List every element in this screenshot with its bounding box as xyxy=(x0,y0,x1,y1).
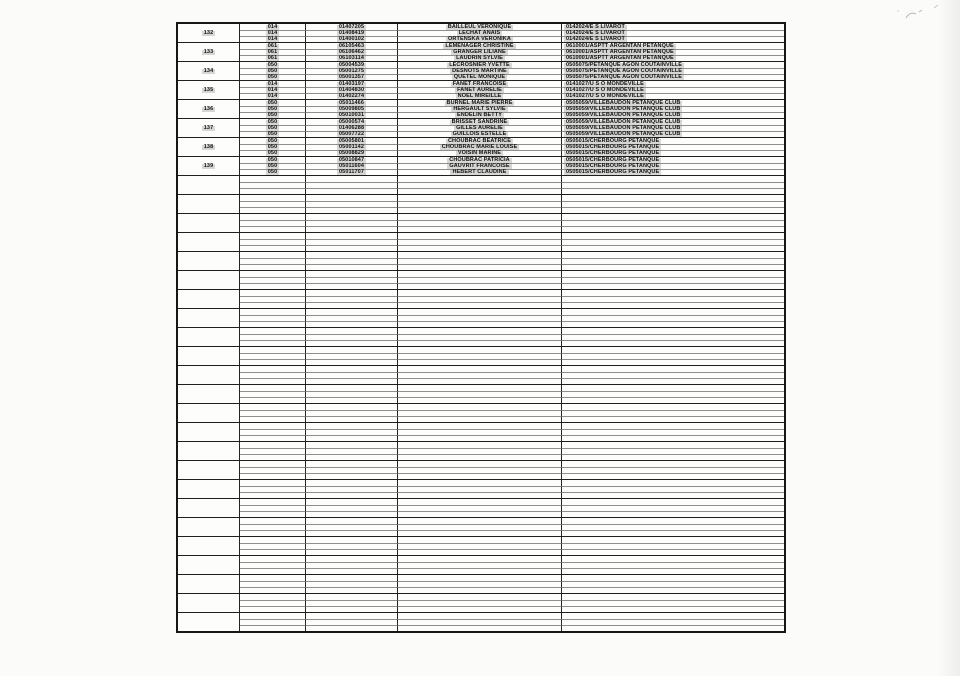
cell-name xyxy=(398,359,562,365)
cell-text: 01407205 xyxy=(338,23,365,30)
cell-license xyxy=(306,587,398,593)
cell-group-number xyxy=(178,385,240,403)
cell-club xyxy=(562,131,784,137)
cell-dept xyxy=(240,245,306,251)
cell-dept xyxy=(240,74,306,80)
cell-name xyxy=(398,131,562,137)
cell-license xyxy=(306,321,398,327)
cell-club xyxy=(562,435,784,441)
cell-name xyxy=(398,587,562,593)
cell-license xyxy=(306,549,398,555)
cell-text: 0505075/PETANQUE AGON COUTAINVILLE xyxy=(566,74,683,80)
cell-name xyxy=(398,492,562,498)
cell-group-number xyxy=(178,214,240,232)
cell-text: 05011466 xyxy=(339,99,364,106)
cell-group-number xyxy=(178,62,240,80)
cell-text: 0142024/E S LIVAROT xyxy=(566,30,625,36)
cell-text: 06105463 xyxy=(338,42,365,49)
cell-text: 050 xyxy=(267,150,278,156)
cell-group-number xyxy=(178,518,240,536)
cell-text: 0610001/ASPTT ARGENTAN PETANQUE xyxy=(566,55,674,61)
cell-group-number xyxy=(178,138,240,156)
cell-text: 014 xyxy=(267,93,278,99)
cell-text: 0505059/VILLEBAUDON PETANQUE CLUB xyxy=(566,131,681,137)
cell-name xyxy=(398,226,562,232)
cell-text: 05008829 xyxy=(338,150,365,156)
cell-club xyxy=(562,55,784,61)
cell-club xyxy=(562,568,784,574)
cell-group-number xyxy=(178,328,240,346)
cell-text: 01408419 xyxy=(338,30,365,36)
cell-group-number xyxy=(178,176,240,194)
cell-club xyxy=(562,150,784,156)
cell-name xyxy=(398,188,562,194)
cell-name xyxy=(398,302,562,308)
cell-license xyxy=(306,511,398,517)
table-group xyxy=(178,555,784,574)
cell-text: 0505059/VILLEBAUDON PETANQUE CLUB xyxy=(566,99,681,106)
cell-group-number xyxy=(178,423,240,441)
cell-license xyxy=(306,74,398,80)
cell-club xyxy=(562,226,784,232)
cell-license xyxy=(306,606,398,612)
cell-text: 050 xyxy=(267,61,278,68)
cell-group-number xyxy=(178,366,240,384)
cell-name xyxy=(398,530,562,536)
cell-text: 050 xyxy=(267,74,278,80)
cell-dept xyxy=(240,511,306,517)
cell-text: 0505015/CHERBOURG PETANQUE xyxy=(566,150,660,156)
cell-text: 05005801 xyxy=(338,137,365,144)
cell-text: 0141027/U S O MONDEVILLE xyxy=(566,93,644,99)
cell-dept xyxy=(240,169,306,175)
table-group xyxy=(178,175,784,194)
table-group xyxy=(178,61,784,80)
cell-text: 050 xyxy=(267,106,278,112)
cell-name xyxy=(398,625,562,631)
cell-name xyxy=(398,397,562,403)
cell-club xyxy=(562,416,784,422)
cell-text: 014 xyxy=(267,23,278,30)
cell-group-number xyxy=(178,461,240,479)
cell-club xyxy=(562,606,784,612)
cell-text: 01403197 xyxy=(338,80,365,87)
cell-text: HEBERT CLAUDINE xyxy=(452,169,507,175)
table-group xyxy=(178,289,784,308)
table-group xyxy=(178,536,784,555)
cell-text: 0505075/PETANQUE AGON COUTAINVILLE xyxy=(566,61,683,68)
cell-club xyxy=(562,530,784,536)
cell-group-number xyxy=(178,233,240,251)
cell-text: 061 xyxy=(267,55,278,61)
cell-license xyxy=(306,302,398,308)
cell-club xyxy=(562,359,784,365)
cell-text: 0505015/CHERBOURG PETANQUE xyxy=(566,163,660,169)
cell-license xyxy=(306,625,398,631)
cell-club xyxy=(562,549,784,555)
cell-license xyxy=(306,435,398,441)
cell-club xyxy=(562,511,784,517)
table-group xyxy=(178,574,784,593)
cell-dept xyxy=(240,207,306,213)
table-group xyxy=(178,232,784,251)
cell-club xyxy=(562,169,784,175)
cell-text: 05001357 xyxy=(338,74,365,80)
cell-dept xyxy=(240,302,306,308)
cell-text: 01406288 xyxy=(338,125,365,131)
cell-club xyxy=(562,625,784,631)
cell-club xyxy=(562,93,784,99)
cell-text: 0505059/VILLEBAUDON PETANQUE CLUB xyxy=(566,112,681,118)
cell-name xyxy=(398,473,562,479)
cell-text: NOEL MIREILLE xyxy=(457,93,502,99)
cell-text: GRANGER LILIANE xyxy=(453,49,506,55)
cell-group-number xyxy=(178,119,240,137)
cell-group-number xyxy=(178,594,240,612)
cell-club xyxy=(562,74,784,80)
cell-text: FANET AURELIE xyxy=(457,87,502,93)
cell-dept xyxy=(240,321,306,327)
cell-dept xyxy=(240,397,306,403)
cell-text: GAUVRIT FRANCOISE xyxy=(449,163,510,169)
scan-artifact xyxy=(886,2,946,26)
cell-club xyxy=(562,397,784,403)
cell-dept xyxy=(240,625,306,631)
cell-group-number xyxy=(178,271,240,289)
cell-group-number xyxy=(178,613,240,631)
cell-dept xyxy=(240,264,306,270)
cell-name xyxy=(398,207,562,213)
cell-club xyxy=(562,340,784,346)
table-group xyxy=(178,384,784,403)
cell-name xyxy=(398,549,562,555)
cell-club xyxy=(562,36,784,42)
cell-text: 136 xyxy=(203,105,214,112)
table-group xyxy=(178,156,784,175)
cell-text: 05010847 xyxy=(338,156,365,163)
cell-license xyxy=(306,245,398,251)
cell-text: 05001142 xyxy=(339,144,364,150)
cell-text: 050 xyxy=(267,112,278,118)
cell-name xyxy=(398,264,562,270)
cell-name xyxy=(398,74,562,80)
cell-text: 133 xyxy=(203,48,214,55)
cell-dept xyxy=(240,112,306,118)
cell-license xyxy=(306,359,398,365)
table-group xyxy=(178,327,784,346)
cell-text: HERGAULT SYLVIE xyxy=(453,106,506,112)
cell-license xyxy=(306,416,398,422)
table-group xyxy=(178,403,784,422)
cell-club xyxy=(562,112,784,118)
cell-name xyxy=(398,511,562,517)
cell-text: 05010031 xyxy=(338,112,365,118)
cell-text: BRISSET SANDRINE xyxy=(451,118,508,125)
cell-license xyxy=(306,150,398,156)
cell-dept xyxy=(240,587,306,593)
cell-license xyxy=(306,188,398,194)
cell-text: LECHAT ANAIS xyxy=(458,30,501,36)
cell-text: 050 xyxy=(267,144,278,150)
cell-text: 0505015/CHERBOURG PETANQUE xyxy=(566,156,660,163)
cell-text: 0505075/PETANQUE AGON COUTAINVILLE xyxy=(566,68,683,74)
table-group xyxy=(178,80,784,99)
cell-club xyxy=(562,245,784,251)
cell-text: 0505059/VILLEBAUDON PETANQUE CLUB xyxy=(566,118,681,125)
cell-text: LEMENAGER CHRISTINE xyxy=(445,42,514,49)
cell-dept xyxy=(240,36,306,42)
cell-license xyxy=(306,207,398,213)
table-group xyxy=(178,194,784,213)
cell-dept xyxy=(240,473,306,479)
cell-text: 05011604 xyxy=(339,163,364,169)
cell-dept xyxy=(240,492,306,498)
cell-dept xyxy=(240,359,306,365)
table-group xyxy=(178,251,784,270)
cell-group-number xyxy=(178,43,240,61)
table-group xyxy=(178,460,784,479)
cell-dept xyxy=(240,416,306,422)
cell-text: 0141027/U S O MONDEVILLE xyxy=(566,80,644,87)
cell-text: 137 xyxy=(203,124,214,131)
cell-text: 05001275 xyxy=(338,68,365,74)
roster-table xyxy=(176,22,786,633)
cell-license xyxy=(306,530,398,536)
cell-text: 014 xyxy=(267,30,278,36)
cell-text: 05011707 xyxy=(339,169,364,175)
cell-license xyxy=(306,264,398,270)
cell-text: 0142024/E S LIVAROT xyxy=(566,23,625,30)
cell-name xyxy=(398,93,562,99)
cell-text: ENDELIN BETTY xyxy=(457,112,502,118)
cell-name xyxy=(398,112,562,118)
cell-dept xyxy=(240,150,306,156)
cell-text: 0505059/VILLEBAUDON PETANQUE CLUB xyxy=(566,125,681,131)
cell-dept xyxy=(240,454,306,460)
cell-text: 05007722 xyxy=(338,131,365,137)
cell-text: 050 xyxy=(267,137,278,144)
cell-name xyxy=(398,36,562,42)
cell-club xyxy=(562,207,784,213)
cell-group-number xyxy=(178,290,240,308)
table-group xyxy=(178,270,784,289)
cell-text: CHOUBRAC BEATRICE xyxy=(447,137,511,144)
table-group xyxy=(178,365,784,384)
cell-club xyxy=(562,264,784,270)
cell-text: 014 xyxy=(267,80,278,87)
cell-text: 139 xyxy=(203,162,214,169)
cell-dept xyxy=(240,55,306,61)
cell-license xyxy=(306,55,398,61)
cell-text: 0142024/E S LIVAROT xyxy=(566,36,625,42)
cell-license xyxy=(306,492,398,498)
cell-text: 01400102 xyxy=(338,36,365,42)
cell-text: 05004539 xyxy=(338,61,365,68)
cell-text: 0505015/CHERBOURG PETANQUE xyxy=(566,137,660,144)
cell-club xyxy=(562,321,784,327)
cell-club xyxy=(562,473,784,479)
cell-text: GUILLOIS ESTELLE xyxy=(452,131,507,137)
cell-license xyxy=(306,340,398,346)
cell-license xyxy=(306,93,398,99)
cell-text: 050 xyxy=(267,156,278,163)
cell-dept xyxy=(240,340,306,346)
cell-group-number xyxy=(178,157,240,175)
cell-text: BURNEL MARIE PIERRE xyxy=(446,99,513,106)
cell-text: 050 xyxy=(267,99,278,106)
cell-text: 01402274 xyxy=(338,93,365,99)
cell-group-number xyxy=(178,556,240,574)
cell-dept xyxy=(240,530,306,536)
cell-license xyxy=(306,131,398,137)
table-group xyxy=(178,99,784,118)
cell-name xyxy=(398,606,562,612)
cell-group-number xyxy=(178,309,240,327)
cell-text: CHOUBRAC MARIE LOUISE xyxy=(441,144,518,150)
table-group xyxy=(178,346,784,365)
table-group xyxy=(178,441,784,460)
cell-club xyxy=(562,587,784,593)
cell-text: 0141027/U S O MONDEVILLE xyxy=(566,87,644,93)
cell-dept xyxy=(240,283,306,289)
cell-dept xyxy=(240,188,306,194)
cell-club xyxy=(562,378,784,384)
cell-dept xyxy=(240,93,306,99)
cell-club xyxy=(562,188,784,194)
cell-license xyxy=(306,397,398,403)
cell-dept xyxy=(240,226,306,232)
cell-license xyxy=(306,226,398,232)
cell-club xyxy=(562,492,784,498)
cell-license xyxy=(306,454,398,460)
cell-group-number xyxy=(178,195,240,213)
cell-group-number xyxy=(178,24,240,42)
cell-text: 050 xyxy=(267,68,278,74)
cell-text: 132 xyxy=(203,29,214,36)
table-group xyxy=(178,213,784,232)
cell-text: 06103114 xyxy=(339,55,364,61)
table-group xyxy=(178,593,784,612)
cell-name xyxy=(398,245,562,251)
cell-name xyxy=(398,169,562,175)
table-group xyxy=(178,137,784,156)
cell-group-number xyxy=(178,100,240,118)
cell-name xyxy=(398,416,562,422)
cell-text: 050 xyxy=(267,118,278,125)
cell-text: LAUDRIN SYLVIE xyxy=(456,55,503,61)
cell-license xyxy=(306,169,398,175)
cell-name xyxy=(398,454,562,460)
cell-text: 0610001/ASPTT ARGENTAN PETANQUE xyxy=(566,49,674,55)
table-group xyxy=(178,42,784,61)
cell-license xyxy=(306,112,398,118)
cell-text: 014 xyxy=(267,36,278,42)
table-group xyxy=(178,308,784,327)
cell-text: 134 xyxy=(203,67,214,74)
cell-name xyxy=(398,435,562,441)
cell-license xyxy=(306,283,398,289)
cell-text: FANET FRANCOISE xyxy=(452,80,507,87)
cell-text: BAILLEUL VERONIQUE xyxy=(447,23,512,30)
cell-text: 05009805 xyxy=(338,106,365,112)
table-group xyxy=(178,479,784,498)
cell-dept xyxy=(240,549,306,555)
cell-text: DESNOTS MARTINE xyxy=(452,68,507,74)
cell-name xyxy=(398,55,562,61)
cell-dept xyxy=(240,568,306,574)
cell-group-number xyxy=(178,480,240,498)
cell-text: GILLES AURELIE xyxy=(456,125,503,131)
table-group xyxy=(178,24,784,42)
cell-text: 138 xyxy=(203,143,214,150)
cell-text: 01404830 xyxy=(338,87,365,93)
cell-text: 061 xyxy=(267,42,278,49)
cell-club xyxy=(562,454,784,460)
cell-license xyxy=(306,568,398,574)
cell-text: 06106462 xyxy=(338,49,365,55)
cell-text: ORTENSKA VERONIKA xyxy=(448,36,511,42)
cell-group-number xyxy=(178,81,240,99)
cell-dept xyxy=(240,378,306,384)
cell-text: 050 xyxy=(267,163,278,169)
cell-group-number xyxy=(178,499,240,517)
cell-group-number xyxy=(178,537,240,555)
cell-dept xyxy=(240,435,306,441)
cell-name xyxy=(398,321,562,327)
table-group xyxy=(178,517,784,536)
cell-license xyxy=(306,36,398,42)
cell-text: 0505015/CHERBOURG PETANQUE xyxy=(566,169,660,175)
table-group xyxy=(178,422,784,441)
table-group xyxy=(178,612,784,631)
cell-text: QUETEL MONIQUE xyxy=(453,74,506,80)
cell-text: 014 xyxy=(267,87,278,93)
cell-name xyxy=(398,283,562,289)
cell-dept xyxy=(240,131,306,137)
cell-text: 135 xyxy=(203,86,214,93)
cell-license xyxy=(306,473,398,479)
cell-text: 061 xyxy=(267,49,278,55)
cell-club xyxy=(562,283,784,289)
cell-text: VOISIN MARINE xyxy=(457,150,502,156)
cell-text: 0505059/VILLEBAUDON PETANQUE CLUB xyxy=(566,106,681,112)
cell-club xyxy=(562,302,784,308)
cell-group-number xyxy=(178,252,240,270)
cell-name xyxy=(398,568,562,574)
cell-text: 05000574 xyxy=(338,118,365,125)
cell-group-number xyxy=(178,404,240,422)
cell-group-number xyxy=(178,347,240,365)
cell-license xyxy=(306,378,398,384)
cell-name xyxy=(398,150,562,156)
cell-name xyxy=(398,378,562,384)
cell-text: 050 xyxy=(267,131,278,137)
cell-text: LECROSNIER YVETTE xyxy=(449,61,510,68)
cell-text: CHOUBRAC PATRICIA xyxy=(449,156,510,163)
cell-text: 050 xyxy=(267,125,278,131)
table-group xyxy=(178,498,784,517)
table-group xyxy=(178,118,784,137)
cell-group-number xyxy=(178,442,240,460)
cell-group-number xyxy=(178,575,240,593)
cell-text: 0505015/CHERBOURG PETANQUE xyxy=(566,144,660,150)
cell-name xyxy=(398,340,562,346)
cell-text: 050 xyxy=(267,169,278,175)
cell-text: 0610001/ASPTT ARGENTAN PETANQUE xyxy=(566,42,674,49)
cell-dept xyxy=(240,606,306,612)
